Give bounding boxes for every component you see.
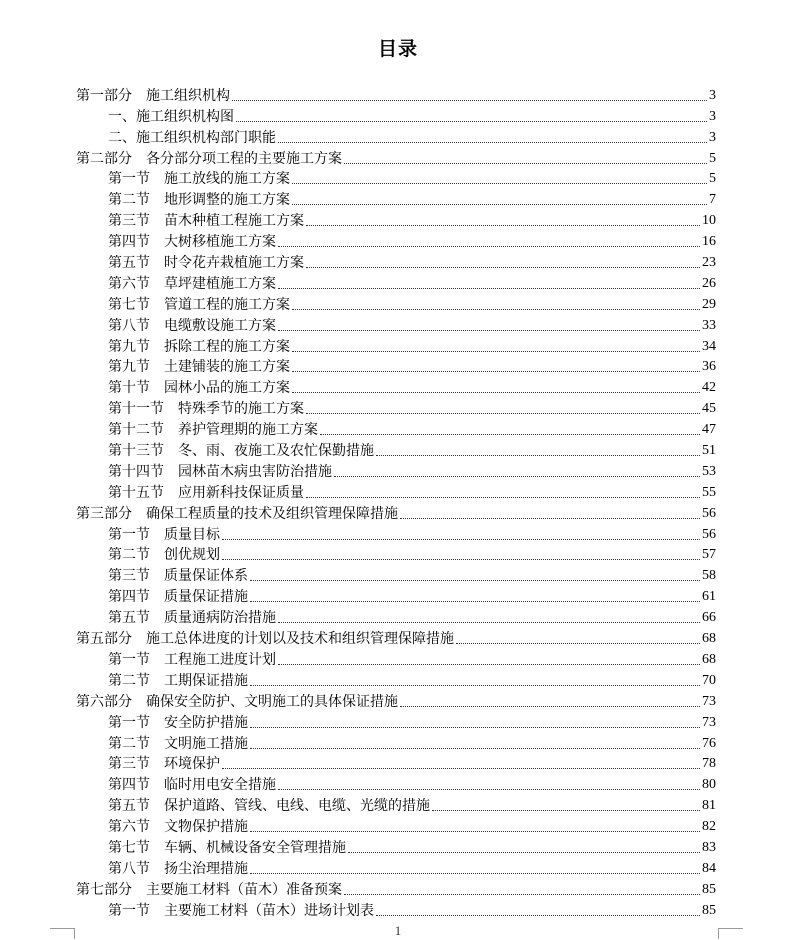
toc-entry-page: 56	[702, 505, 716, 521]
toc-entry-label	[108, 588, 248, 606]
toc-entry-page: 68	[702, 631, 716, 647]
toc-entry-number: 第七部分	[76, 881, 132, 898]
toc-entry-number: 第十四节	[108, 463, 164, 480]
toc-entry-number: 第五部分	[76, 631, 132, 648]
toc-entry-number: 第三节	[108, 756, 150, 773]
toc-entry-label	[108, 776, 276, 794]
dot-leader	[400, 706, 700, 707]
toc-entry-page: 36	[702, 359, 716, 375]
toc-entry-label	[76, 630, 454, 648]
dot-leader	[250, 601, 700, 602]
toc-entry-text: 养护管理期的施工方案	[178, 422, 318, 439]
dot-leader	[278, 142, 707, 143]
toc-entry-text: 园林苗木病虫害防治措施	[178, 463, 332, 480]
toc-entry-text: 文明施工措施	[164, 735, 248, 752]
toc-entry-text: 文物保护措施	[164, 819, 248, 836]
toc-entry[interactable]	[76, 272, 716, 293]
toc-entry-label	[108, 755, 220, 773]
dot-leader	[250, 580, 700, 581]
toc-entry-number: 第二节	[108, 192, 150, 209]
toc-entry-page: 80	[702, 777, 716, 793]
toc-entry[interactable]	[76, 126, 716, 147]
toc-entry[interactable]	[76, 84, 716, 105]
toc-entry-text: 工程施工进度计划	[164, 651, 276, 668]
dot-leader	[278, 288, 700, 289]
toc-entry-page: 78	[702, 756, 716, 772]
dot-leader	[292, 204, 707, 205]
toc-entry-number: 第五节	[108, 798, 150, 815]
toc-entry-label	[108, 233, 276, 251]
toc-entry-text: 拆除工程的施工方案	[164, 338, 290, 355]
toc-title: 目录	[377, 38, 418, 60]
toc-entry-text: 主要施工材料（苗木）进场计划表	[164, 902, 374, 919]
toc-entry-page: 70	[702, 672, 716, 688]
toc-entry[interactable]	[76, 732, 716, 753]
toc-entry-label	[108, 170, 290, 188]
toc-entry[interactable]	[76, 606, 716, 627]
toc-entry-label	[108, 358, 290, 376]
toc-entry-label	[76, 881, 342, 899]
toc-entry-text: 质量保证体系	[164, 568, 248, 585]
toc-entry-page: 76	[702, 735, 716, 751]
dot-leader	[292, 309, 700, 310]
dot-leader	[456, 643, 700, 644]
toc-entry-label	[108, 421, 318, 439]
toc-entry-number: 第二部分	[76, 150, 132, 167]
toc-entry-label	[76, 505, 398, 523]
toc-entry-page: 16	[702, 234, 716, 250]
toc-entry-page: 47	[702, 422, 716, 438]
toc-entry-page: 5	[709, 150, 716, 166]
toc-entry-label	[108, 484, 304, 502]
toc-entry-label	[108, 567, 248, 585]
toc-entry-page: 3	[709, 87, 716, 103]
toc-entry[interactable]	[76, 481, 716, 502]
dot-leader	[278, 789, 700, 790]
dot-leader	[292, 183, 707, 184]
dot-leader	[250, 831, 700, 832]
toc-entry-text: 冬、雨、夜施工及农忙保勤措施	[178, 443, 374, 460]
toc-entry-page: 3	[709, 108, 716, 124]
toc-entry-label	[108, 296, 290, 314]
dot-leader	[306, 413, 700, 414]
toc-entry-label	[108, 609, 276, 627]
toc-entry-page: 26	[702, 275, 716, 291]
toc-entry-label	[76, 150, 342, 168]
dot-leader	[222, 539, 700, 540]
toc-entry-text: 车辆、机械设备安全管理措施	[164, 839, 346, 856]
dot-leader	[278, 246, 700, 247]
toc-entry-number: 第一节	[108, 171, 150, 188]
toc-entry[interactable]	[76, 418, 716, 439]
toc-entry-number: 第四节	[108, 589, 150, 606]
toc-entry-number: 第二节	[108, 735, 150, 752]
dot-leader	[278, 330, 700, 331]
toc-entry-text: 土建铺装的施工方案	[164, 359, 290, 376]
dot-leader	[306, 267, 700, 268]
toc-entry-text: 二、施工组织机构部门职能	[108, 129, 276, 146]
toc-entry-text: 管道工程的施工方案	[164, 296, 290, 313]
toc-entry-text: 施工放线的施工方案	[164, 171, 290, 188]
toc-entry[interactable]	[76, 251, 716, 272]
toc-entry-page: 68	[702, 651, 716, 667]
toc-entry-page: 56	[702, 526, 716, 542]
toc-entry-page: 42	[702, 380, 716, 396]
toc-entry-text: 园林小品的施工方案	[164, 380, 290, 397]
toc-entry[interactable]	[76, 335, 716, 356]
toc-entry-text: 创优规划	[164, 547, 220, 564]
toc-entry-label	[108, 818, 248, 836]
toc-entry-number: 第三部分	[76, 505, 132, 522]
dot-leader	[306, 497, 700, 498]
toc-entry-text: 施工组织机构	[146, 87, 230, 104]
toc-entry[interactable]	[76, 397, 716, 418]
toc-entry-text: 各分部分项工程的主要施工方案	[146, 150, 342, 167]
toc-entry-text: 质量目标	[164, 526, 220, 543]
toc-entry-page: 66	[702, 610, 716, 626]
toc-entry-page: 61	[702, 589, 716, 605]
dot-leader	[278, 622, 700, 623]
toc-entry-text: 特殊季节的施工方案	[178, 401, 304, 418]
table-of-contents	[76, 84, 716, 920]
toc-entry-page: 58	[702, 568, 716, 584]
toc-entry-page: 84	[702, 860, 716, 876]
toc-entry-number: 第一节	[108, 902, 150, 919]
dot-leader	[344, 894, 700, 895]
toc-entry[interactable]	[76, 585, 716, 606]
dot-leader	[250, 873, 700, 874]
toc-entry-label	[108, 672, 248, 690]
toc-entry-page: 33	[702, 317, 716, 333]
toc-entry-text: 确保安全防护、文明施工的具体保证措施	[146, 693, 398, 710]
toc-entry-text: 环境保护	[164, 756, 220, 773]
toc-entry-page: 85	[702, 902, 716, 918]
toc-entry-number: 第十五节	[108, 484, 164, 501]
toc-entry-label	[108, 400, 304, 418]
toc-entry-text: 电缆敷设施工方案	[164, 317, 276, 334]
toc-entry[interactable]	[76, 669, 716, 690]
toc-entry-page: 55	[702, 484, 716, 500]
toc-entry-number: 第六节	[108, 819, 150, 836]
dot-leader	[376, 455, 700, 456]
toc-entry-label	[108, 839, 346, 857]
dot-leader	[232, 100, 707, 101]
toc-entry-page: 85	[702, 881, 716, 897]
toc-entry-text: 主要施工材料（苗木）准备预案	[146, 881, 342, 898]
toc-entry[interactable]	[76, 376, 716, 397]
toc-entry[interactable]	[76, 314, 716, 335]
toc-entry-number: 第一部分	[76, 87, 132, 104]
toc-entry-number: 第一节	[108, 651, 150, 668]
toc-entry[interactable]	[76, 168, 716, 189]
toc-entry-page: 81	[702, 798, 716, 814]
dot-leader	[400, 518, 700, 519]
toc-entry-label	[108, 108, 234, 126]
toc-entry-label	[108, 526, 220, 544]
toc-entry-label	[108, 317, 276, 335]
dot-leader	[432, 810, 700, 811]
toc-entry-text: 应用新科技保证质量	[178, 484, 304, 501]
dot-leader	[250, 685, 700, 686]
toc-entry-number: 第四节	[108, 234, 150, 251]
dot-leader	[250, 727, 700, 728]
toc-entry-number: 第二节	[108, 672, 150, 689]
toc-entry[interactable]	[76, 502, 716, 523]
toc-entry[interactable]	[76, 188, 716, 209]
toc-entry-text: 确保工程质量的技术及组织管理保障措施	[146, 505, 398, 522]
toc-entry[interactable]	[76, 648, 716, 669]
toc-entry-number: 第九节	[108, 338, 150, 355]
toc-entry[interactable]	[76, 209, 716, 230]
toc-entry-text: 工期保证措施	[164, 672, 248, 689]
toc-entry[interactable]	[76, 857, 716, 878]
toc-entry-text: 大树移植施工方案	[164, 234, 276, 251]
toc-entry-label	[108, 902, 374, 920]
toc-entry-label	[108, 463, 332, 481]
toc-entry-number: 第七节	[108, 296, 150, 313]
dot-leader	[344, 163, 707, 164]
toc-entry[interactable]	[76, 544, 716, 565]
toc-entry-label	[108, 797, 430, 815]
toc-entry-page: 57	[702, 547, 716, 563]
toc-entry-label	[108, 860, 248, 878]
toc-entry-label	[108, 735, 248, 753]
toc-entry-page: 10	[702, 213, 716, 229]
toc-entry-number: 第十节	[108, 380, 150, 397]
toc-entry-label	[108, 129, 276, 147]
toc-entry[interactable]	[76, 836, 716, 857]
toc-entry-number: 第十一节	[108, 401, 164, 418]
toc-entry-text: 施工总体进度的计划以及技术和组织管理保障措施	[146, 631, 454, 648]
toc-entry-page: 83	[702, 839, 716, 855]
toc-entry-text: 苗木种植工程施工方案	[164, 213, 304, 230]
dot-leader	[222, 559, 700, 560]
toc-entry-page: 53	[702, 463, 716, 479]
toc-entry-number: 第四节	[108, 777, 150, 794]
toc-entry-text: 保护道路、管线、电线、电缆、光缆的措施	[164, 798, 430, 815]
dot-leader	[292, 371, 700, 372]
toc-entry-page: 5	[709, 171, 716, 187]
toc-entry-number: 第十三节	[108, 443, 164, 460]
toc-entry[interactable]	[76, 564, 716, 585]
toc-entry[interactable]	[76, 460, 716, 481]
toc-entry[interactable]	[76, 230, 716, 251]
dot-leader	[250, 748, 700, 749]
toc-entry-number: 第六节	[108, 275, 150, 292]
toc-entry-page: 51	[702, 443, 716, 459]
toc-entry-label	[108, 191, 290, 209]
toc-entry-number: 第五节	[108, 610, 150, 627]
toc-entry-number: 第一节	[108, 526, 150, 543]
toc-entry-text: 时令花卉栽植施工方案	[164, 255, 304, 272]
dot-leader	[278, 664, 700, 665]
toc-entry-page: 73	[702, 714, 716, 730]
toc-entry[interactable]	[76, 293, 716, 314]
toc-entry-number: 第五节	[108, 255, 150, 272]
toc-entry[interactable]	[76, 439, 716, 460]
toc-entry-number: 第一节	[108, 714, 150, 731]
toc-entry-text: 地形调整的施工方案	[164, 192, 290, 209]
toc-entry-page: 23	[702, 255, 716, 271]
dot-leader	[348, 852, 700, 853]
toc-entry-page: 45	[702, 401, 716, 417]
toc-entry-number: 第八节	[108, 317, 150, 334]
page-number: 1	[394, 923, 402, 938]
toc-entry-text: 质量通病防治措施	[164, 610, 276, 627]
toc-entry-number: 第十二节	[108, 422, 164, 439]
dot-leader	[292, 392, 700, 393]
toc-entry-label	[108, 254, 304, 272]
toc-entry[interactable]	[76, 523, 716, 544]
toc-entry-text: 临时用电安全措施	[164, 777, 276, 794]
toc-entry-label	[108, 714, 248, 732]
toc-entry[interactable]	[76, 753, 716, 774]
toc-entry-label	[76, 693, 398, 711]
toc-entry-number: 第六部分	[76, 693, 132, 710]
toc-entry-page: 7	[709, 192, 716, 208]
dot-leader	[292, 351, 700, 352]
toc-entry-text: 草坪建植施工方案	[164, 275, 276, 292]
dot-leader	[334, 476, 700, 477]
toc-entry-label	[76, 87, 230, 105]
toc-entry-number: 第九节	[108, 359, 150, 376]
toc-entry-text: 一、施工组织机构图	[108, 108, 234, 125]
toc-entry-number: 第三节	[108, 213, 150, 230]
toc-entry[interactable]	[76, 105, 716, 126]
toc-entry-page: 3	[709, 129, 716, 145]
toc-entry-label	[108, 212, 304, 230]
toc-entry-number: 第三节	[108, 568, 150, 585]
toc-entry-page: 34	[702, 338, 716, 354]
toc-entry-page: 73	[702, 693, 716, 709]
dot-leader	[222, 768, 700, 769]
toc-entry-page: 82	[702, 819, 716, 835]
dot-leader	[376, 915, 700, 916]
toc-entry[interactable]	[76, 627, 716, 648]
dot-leader	[236, 121, 707, 122]
toc-entry[interactable]	[76, 773, 716, 794]
toc-entry[interactable]	[76, 815, 716, 836]
dot-leader	[320, 434, 700, 435]
toc-entry[interactable]	[76, 356, 716, 377]
toc-entry[interactable]	[76, 711, 716, 732]
toc-entry-label	[108, 379, 290, 397]
toc-entry[interactable]	[76, 794, 716, 815]
toc-entry[interactable]	[76, 878, 716, 899]
toc-entry[interactable]	[76, 899, 716, 920]
toc-entry-label	[108, 275, 276, 293]
toc-entry-label	[108, 338, 290, 356]
toc-entry-text: 质量保证措施	[164, 589, 248, 606]
toc-entry-text: 安全防护措施	[164, 714, 248, 731]
toc-entry-number: 第二节	[108, 547, 150, 564]
toc-entry-label	[108, 546, 220, 564]
toc-entry[interactable]	[76, 147, 716, 168]
dot-leader	[306, 225, 700, 226]
toc-entry-text: 扬尘治理措施	[164, 860, 248, 877]
toc-entry-number: 第七节	[108, 839, 150, 856]
toc-entry[interactable]	[76, 690, 716, 711]
toc-entry-label	[108, 651, 276, 669]
toc-entry-label	[108, 442, 374, 460]
toc-entry-page: 29	[702, 296, 716, 312]
toc-entry-number: 第八节	[108, 860, 150, 877]
